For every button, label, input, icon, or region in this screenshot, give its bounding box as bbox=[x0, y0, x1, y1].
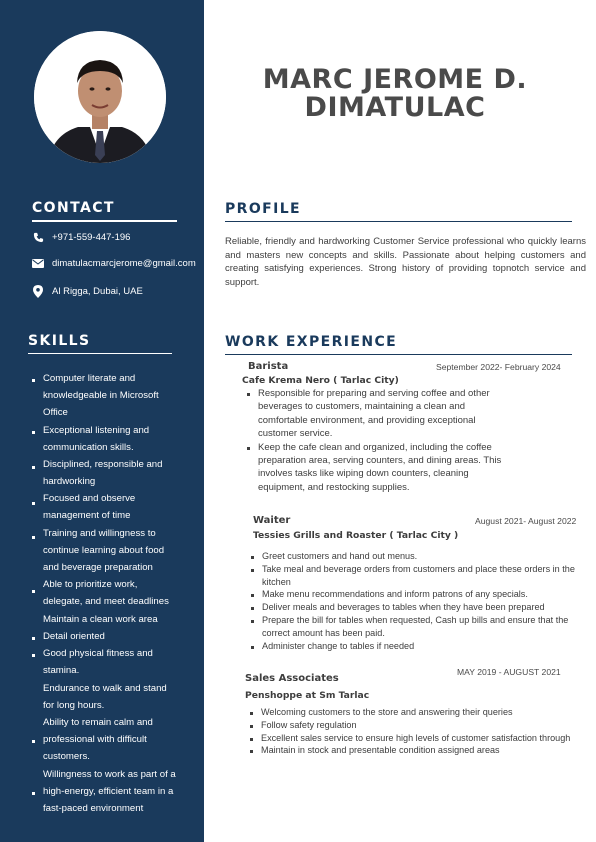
job-title: Waiter bbox=[253, 515, 291, 526]
job-company: Penshoppe at Sm Tarlac bbox=[245, 690, 370, 701]
skill-bullet bbox=[32, 590, 35, 593]
contact-phone bbox=[32, 229, 130, 245]
profile-divider bbox=[225, 221, 572, 222]
skill-bullet bbox=[32, 431, 35, 434]
skill-line: stamina. bbox=[43, 665, 80, 676]
job-duties bbox=[262, 550, 586, 652]
profile-photo bbox=[34, 31, 166, 163]
skill-line: Detail oriented bbox=[43, 631, 105, 642]
skill-line: professional with difficult bbox=[43, 734, 147, 745]
skill-line: knowledgeable in Microsoft bbox=[43, 390, 159, 401]
job-title: Barista bbox=[248, 361, 289, 372]
skill-bullet bbox=[32, 536, 35, 539]
duty-item: Greet customers and hand out menus. bbox=[262, 550, 586, 563]
skill-line: Endurance to walk and stand bbox=[43, 683, 167, 694]
email-address: dimatulacmarcjerome@gmail.com bbox=[52, 257, 196, 269]
duty-item: Excellent sales service to ensure high levels of customer satisfaction through bbox=[261, 732, 579, 745]
profile-heading: PROFILE bbox=[225, 201, 301, 217]
skill-line: communication skills. bbox=[43, 442, 134, 453]
skill-line: customers. bbox=[43, 751, 90, 762]
duty-item: Responsible for preparing and serving coffee and other beverages to customers, maintaining a clean and comfortable environment, and providing exceptional customer service. bbox=[258, 387, 508, 441]
job-date: August 2021- August 2022 bbox=[475, 516, 577, 526]
sidebar bbox=[0, 0, 204, 842]
skill-line: Able to prioritize work, bbox=[43, 579, 138, 590]
phone-icon bbox=[32, 231, 44, 243]
job-date: September 2022- February 2024 bbox=[436, 362, 561, 372]
skill-bullet bbox=[32, 740, 35, 743]
skill-bullet bbox=[32, 637, 35, 640]
contact-heading: CONTACT bbox=[32, 200, 115, 216]
duty-item: Take meal and beverage orders from customers and place these orders in the kitchen bbox=[262, 563, 586, 589]
email-icon bbox=[32, 257, 44, 269]
skills-heading: SKILLS bbox=[28, 333, 91, 349]
skill-line: Focused and observe bbox=[43, 493, 136, 504]
skill-line: management of time bbox=[43, 510, 131, 521]
skill-line: delegate, and meet deadlines bbox=[43, 596, 169, 607]
job-company: Tessies Grills and Roaster ( Tarlac City ) bbox=[253, 530, 459, 541]
candidate-name bbox=[230, 66, 560, 122]
work-experience-divider bbox=[225, 354, 572, 355]
skill-bullet bbox=[32, 466, 35, 469]
name-line-1: MARC JEROME D. bbox=[262, 64, 528, 95]
contact-email bbox=[32, 255, 196, 271]
duty-item: Administer change to tables if needed bbox=[262, 640, 586, 653]
duty-item: Deliver meals and beverages to tables when they have been prepared bbox=[262, 601, 586, 614]
address: Al Rigga, Dubai, UAE bbox=[52, 285, 143, 297]
skill-line: Good physical fitness and bbox=[43, 648, 153, 659]
skill-line: and beverage preparation bbox=[43, 562, 153, 573]
profile-summary: Reliable, friendly and hardworking Customer Service professional who quickly learns and masters new concepts and skills. Passionate about helping customers and creating satisfying experiences. Strong history of providing topnotch service and support. bbox=[225, 236, 586, 288]
skill-line: fast-paced environment bbox=[43, 803, 144, 814]
skill-bullet bbox=[32, 379, 35, 382]
contact-divider bbox=[32, 220, 177, 222]
duty-item: Welcoming customers to the store and answering their queries bbox=[261, 706, 579, 719]
skill-line: Disciplined, responsible and bbox=[43, 459, 163, 470]
skill-line: high-energy, efficient team in a bbox=[43, 786, 174, 797]
duty-item: Maintain in stock and presentable condition assigned areas bbox=[261, 744, 579, 757]
skill-bullet bbox=[32, 792, 35, 795]
contact-address bbox=[32, 283, 143, 299]
skill-line: continue learning about food bbox=[43, 545, 165, 556]
skill-line: Maintain a clean work area bbox=[43, 614, 158, 625]
job-duties bbox=[261, 706, 579, 757]
location-icon bbox=[32, 285, 44, 297]
job-date: MAY 2019 - AUGUST 2021 bbox=[457, 667, 561, 677]
name-line-2: DIMATULAC bbox=[304, 92, 486, 123]
skill-bullet bbox=[32, 654, 35, 657]
job-duties bbox=[258, 387, 508, 494]
job-company: Cafe Krema Nero ( Tarlac City) bbox=[242, 375, 399, 386]
job-title: Sales Associates bbox=[245, 673, 339, 684]
skill-line: for long hours. bbox=[43, 700, 105, 711]
duty-item: Make menu recommendations and inform patrons of any specials. bbox=[262, 588, 586, 601]
skill-line: hardworking bbox=[43, 476, 96, 487]
phone-number: +971-559-447-196 bbox=[52, 231, 131, 243]
skill-line: Computer literate and bbox=[43, 373, 136, 384]
skill-line: Willingness to work as part of a bbox=[43, 769, 176, 780]
duty-item: Follow safety regulation bbox=[261, 719, 579, 732]
duty-item: Keep the cafe clean and organized, including the coffee preparation area, serving counters, and dining areas. This involves tasks like wiping down counters, cleaning equipment, and restocking supplies. bbox=[258, 441, 508, 495]
work-experience-heading: WORK EXPERIENCE bbox=[225, 334, 398, 350]
skill-line: Ability to remain calm and bbox=[43, 717, 153, 728]
skill-bullet bbox=[32, 502, 35, 505]
skill-line: Office bbox=[43, 407, 68, 418]
skills-divider bbox=[28, 353, 172, 354]
skill-line: Training and willingness to bbox=[43, 528, 156, 539]
skill-line: Exceptional listening and bbox=[43, 425, 150, 436]
duty-item: Prepare the bill for tables when requested, Cash up bills and ensure that the correct amount has been paid. bbox=[262, 614, 586, 640]
